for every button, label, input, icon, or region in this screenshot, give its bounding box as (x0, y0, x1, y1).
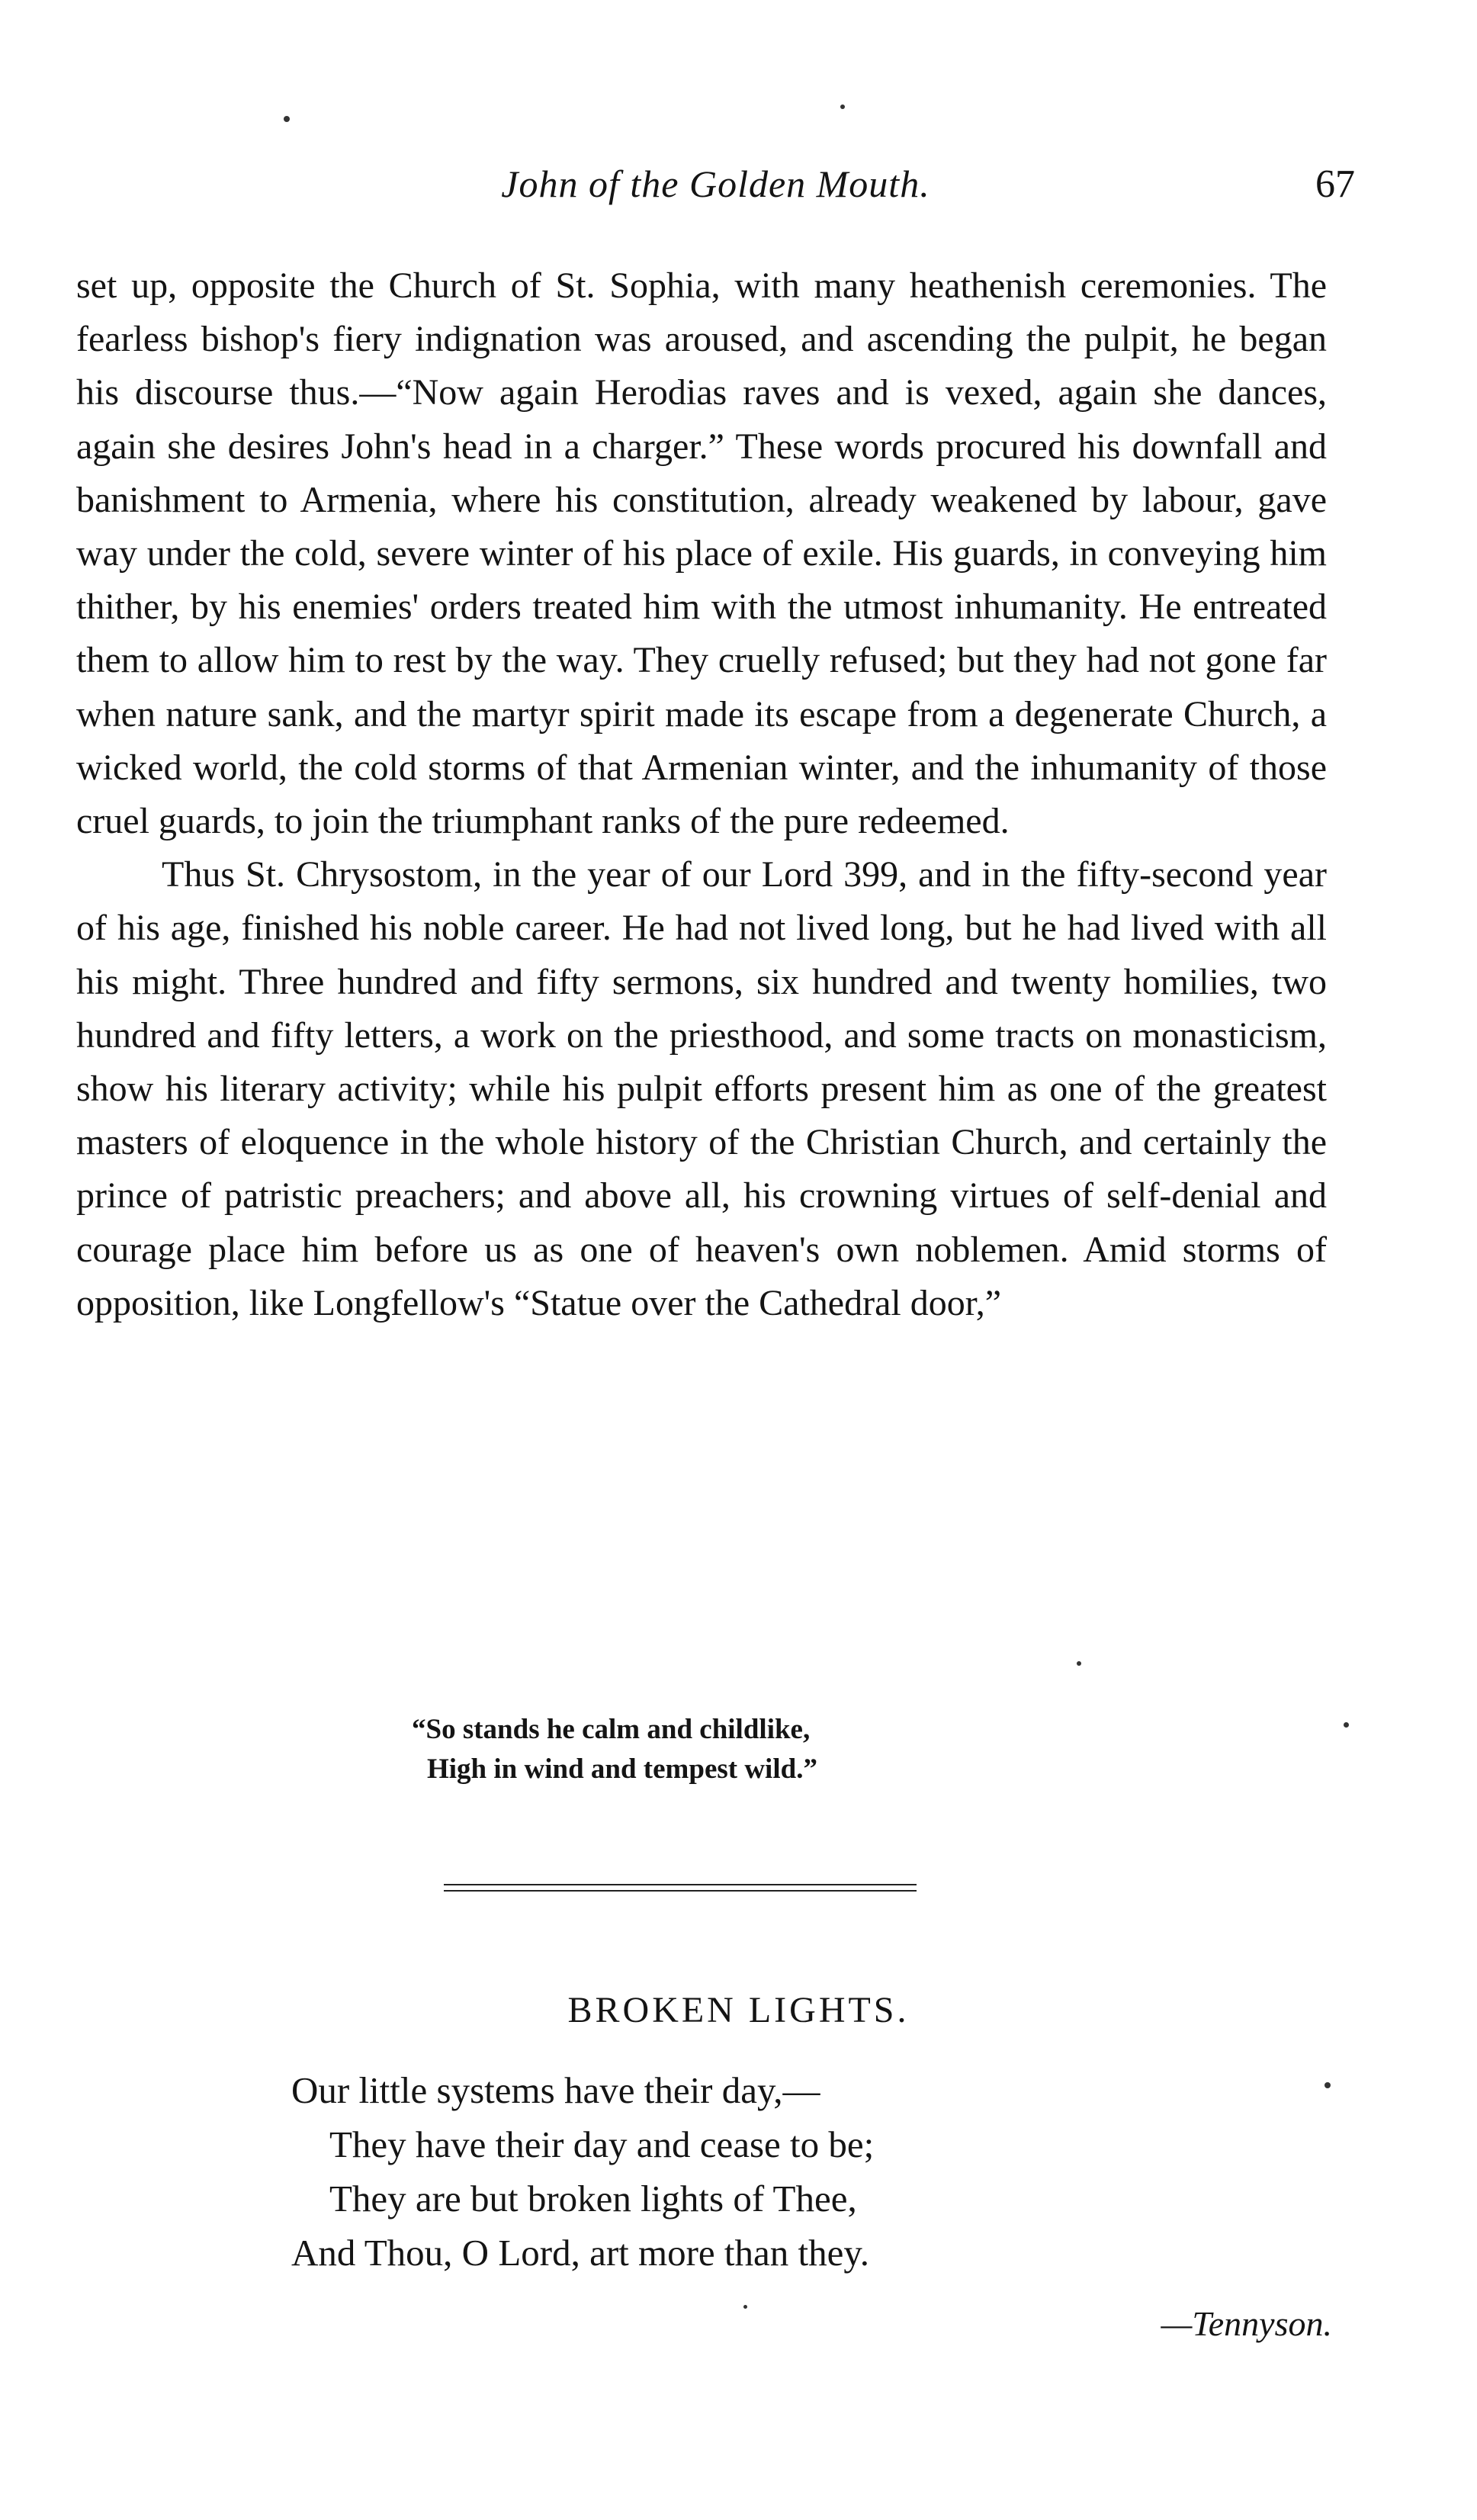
print-speck (743, 2305, 747, 2309)
body-text (76, 259, 1327, 1330)
paragraph-chrysostom: Thus St. Chrysostom, in the year of our Lord 399, and in the fifty-second year of his age, finished his noble career. He had not lived long, but he had lived with all his might. Three hundred and fifty sermons, six hundred and twenty homilies, two hundred and fifty letters, a work on the priesthood, and some tracts on monasticism, show his literary activity; while his pulpit efforts present him as one of the greatest masters of eloquence in the whole history of the Christian Church, and certainly the prince of patristic preachers; and above all, his crowning virtues of self-denial and courage place him before us as one of heaven's own noblemen. Amid storms of opposition, like Longfellow's “Statue over the Cathedral door,” (76, 854, 1327, 1323)
quote-line-2: High in wind and tempest wild.” (427, 1753, 817, 1785)
quote-line-1: “So stands he calm and childlike, (412, 1714, 811, 1745)
print-speck (1344, 1722, 1349, 1728)
running-title: John of the Golden Mouth. (501, 162, 930, 205)
longfellow-quote (412, 1710, 817, 1789)
poem-title: BROKEN LIGHTS. (567, 1990, 910, 2030)
poem-line-2: They have their day and cease to be; (329, 2123, 875, 2165)
print-speck (1324, 2082, 1331, 2088)
poem-line-4: And Thou, O Lord, art more than they. (291, 2232, 869, 2274)
paragraph-continued: set up, opposite the Church of St. Sophia, with many heathenish ceremonies. The fearless bishop's fiery indignation was aroused, and ascending the pulpit, he began his discourse thus.—“Now again Herodias raves and is vexed, again she dances, again she desires John's head in a charger.” These words procured his downfall and banishment to Armenia, where his constitution, already weakened by labour, gave way under the cold, severe winter of his place of exile. His guards, in conveying him thither, by his enemies' orders treated him with the utmost inhumanity. He entreated them to allow him to rest by the way. They cruelly refused; but they had not gone far when nature sank, and the martyr spirit made its escape from a degenerate Church, a wicked world, the cold storms of that Armenian winter, and the inhumanity of those cruel guards, to join the triumphant ranks of the pure redeemed. (76, 265, 1327, 842)
print-speck (840, 104, 845, 109)
poem (291, 2063, 874, 2280)
print-speck (284, 116, 290, 122)
section-divider (444, 1884, 917, 1896)
divider-rule-bottom (444, 1890, 917, 1892)
page-number: 67 (1315, 162, 1355, 206)
running-head (76, 162, 1355, 223)
poem-line-1: Our little systems have their day,— (291, 2069, 820, 2111)
poem-line-3: They are but broken lights of Thee, (329, 2178, 857, 2219)
divider-rule-top (444, 1884, 917, 1885)
print-speck (1077, 1661, 1081, 1666)
poem-attribution: —Tennyson. (1161, 2304, 1332, 2343)
